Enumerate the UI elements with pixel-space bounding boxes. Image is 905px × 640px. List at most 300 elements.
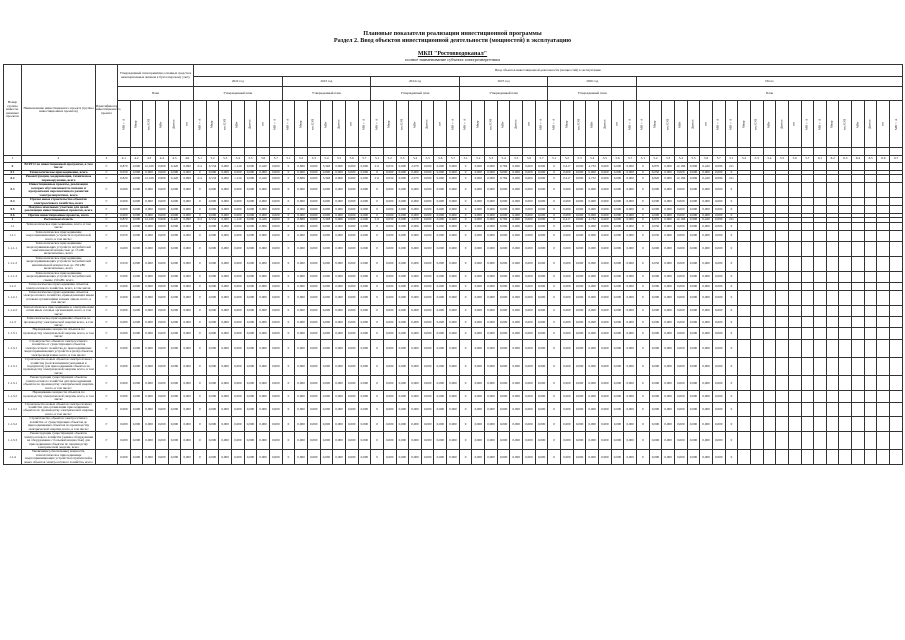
row-value: 0,000	[345, 376, 358, 391]
row-value: 0,000	[510, 450, 523, 465]
row-value: 0,000	[396, 417, 409, 432]
row-value: 0,000	[599, 358, 612, 376]
row-value: 0,000	[523, 450, 536, 465]
row-value: 0,000	[257, 256, 270, 271]
row-value: 0	[725, 213, 738, 217]
row-id: Г	[96, 183, 118, 198]
row-value: 0,000	[257, 417, 270, 432]
row-value: 0,000	[409, 376, 422, 391]
row-value: 0,000	[421, 170, 434, 174]
row-value: 6,870	[118, 218, 131, 222]
row-value: 0,906	[687, 218, 700, 222]
row-value: 0	[459, 271, 472, 282]
row-value	[864, 328, 877, 339]
row-value: 0,000	[231, 290, 244, 305]
row-value: 0,000	[206, 256, 219, 271]
row-value	[776, 358, 789, 376]
row-value: 0,000	[611, 391, 624, 402]
row-value: 0,000	[586, 170, 599, 174]
row-value: 0,000	[396, 230, 409, 241]
row-value	[763, 175, 776, 183]
header-utv-plan: Утвержденный план	[371, 87, 460, 101]
row-value: 0,000	[130, 432, 143, 450]
row-value: 0	[459, 163, 472, 171]
row-value: 0,000	[219, 432, 232, 450]
row-value: 0,000	[535, 317, 548, 328]
row-value: 0,000	[586, 391, 599, 402]
row-value	[852, 183, 865, 198]
column-number: 5.5	[510, 156, 523, 163]
table-row	[4, 432, 903, 450]
row-value: 0,784	[497, 218, 510, 222]
row-value: 0,000	[561, 432, 574, 450]
header-metric: км ЛЭП	[143, 101, 156, 148]
row-value: 0,000	[535, 432, 548, 450]
row-value: 0,000	[561, 283, 574, 291]
row-value: 0,000	[561, 213, 574, 217]
row-value	[852, 242, 865, 257]
column-number: 5.1	[194, 156, 207, 163]
row-value: 0,000	[269, 328, 282, 339]
row-value: 0,000	[345, 198, 358, 206]
row-value: 0,000	[700, 198, 713, 206]
row-value: 0,000	[181, 402, 194, 417]
row-value: 0,000	[396, 328, 409, 339]
row-value: 0,000	[143, 283, 156, 291]
row-value: 0,000	[244, 283, 257, 291]
row-value: 0	[459, 183, 472, 198]
row-value: 0	[636, 417, 649, 432]
row-value: 0,000	[523, 242, 536, 257]
row-value: 0,000	[206, 450, 219, 465]
row-value: 0,000	[700, 290, 713, 305]
row-value: 0,000	[712, 205, 725, 213]
row-value: 0,000	[168, 271, 181, 282]
row-value	[763, 230, 776, 241]
row-value	[877, 317, 890, 328]
table-row	[4, 391, 903, 402]
row-value: 0,000	[535, 230, 548, 241]
row-value: 0,000	[269, 218, 282, 222]
row-value: 0	[371, 290, 384, 305]
row-value: 0,000	[510, 205, 523, 213]
row-value: 0,000	[345, 339, 358, 357]
row-value: 0,000	[497, 271, 510, 282]
row-value: 0,000	[712, 376, 725, 391]
row-value: 0,000	[599, 376, 612, 391]
row-value: 0,000	[573, 256, 586, 271]
row-value: 0,000	[269, 271, 282, 282]
row-value: 0,000	[295, 339, 308, 357]
row-value: 0,000	[421, 328, 434, 339]
row-value: 0	[636, 290, 649, 305]
row-value: 0,000	[307, 339, 320, 357]
row-value: 0,000	[295, 230, 308, 241]
row-value: 0,000	[295, 432, 308, 450]
row-value: 12,166	[143, 163, 156, 171]
row-name: Прочие инвестиционные проекты, всего	[22, 213, 96, 217]
row-value	[864, 163, 877, 171]
row-value: 0,000	[649, 391, 662, 402]
row-value: 0,000	[333, 376, 346, 391]
row-value: 0,000	[447, 175, 460, 183]
row-value: 0,000	[358, 222, 371, 230]
row-value: 0,000	[118, 213, 131, 217]
row-value	[814, 432, 827, 450]
row-id: Г	[96, 242, 118, 257]
row-value: 0,000	[535, 222, 548, 230]
row-value: 0,000	[333, 328, 346, 339]
header-spacer	[358, 148, 371, 156]
row-name: Строительство объектов электросетевого хозяйства от существующих объектов до присоединяемых объектов по производству электрической энергии, всего, в том числе:	[22, 417, 96, 432]
row-value: 0,000	[333, 183, 346, 198]
row-value: 0,000	[535, 183, 548, 198]
row-value: 0,000	[244, 402, 257, 417]
row-id: Г	[96, 417, 118, 432]
row-value: 0,000	[662, 163, 675, 171]
row-value: 0,000	[168, 450, 181, 465]
row-value: 0	[459, 391, 472, 402]
header-metric: шт	[611, 101, 624, 148]
header-metric: км ЛЭП	[839, 101, 852, 148]
row-group: 0.5	[4, 205, 22, 213]
row-value: 0,000	[244, 205, 257, 213]
header-metric: Другое	[599, 101, 612, 148]
row-value: 0,000	[573, 339, 586, 357]
row-value: 0	[548, 198, 561, 206]
row-value: 0,000	[421, 163, 434, 171]
row-value: 0,784	[497, 163, 510, 171]
row-value: 0	[725, 391, 738, 402]
row-value: 0,420	[700, 218, 713, 222]
row-value: 0,000	[118, 305, 131, 316]
row-value: 0,000	[345, 163, 358, 171]
header-plan: План	[118, 87, 194, 101]
row-value: 0,000	[611, 283, 624, 291]
row-value: 0,000	[307, 222, 320, 230]
row-value: 0	[282, 376, 295, 391]
row-value: 0	[459, 242, 472, 257]
row-value: 0,000	[523, 305, 536, 316]
row-value: 0,000	[447, 183, 460, 198]
row-value: 0,000	[523, 376, 536, 391]
row-value: 0,000	[662, 317, 675, 328]
row-value: 0,000	[712, 417, 725, 432]
row-value: 0	[371, 376, 384, 391]
row-value: 0,000	[307, 205, 320, 213]
row-value: 0	[371, 256, 384, 271]
row-value: 0,000	[118, 339, 131, 357]
row-value: 0,000	[143, 432, 156, 450]
row-value	[776, 163, 789, 171]
row-value: 0,000	[358, 205, 371, 213]
row-value: 0,000	[523, 317, 536, 328]
row-value: 0,000	[244, 376, 257, 391]
row-value: 0,000	[244, 328, 257, 339]
row-value: 0	[194, 230, 207, 241]
row-value: 0,000	[155, 290, 168, 305]
row-id: Г	[96, 218, 118, 222]
row-value: 0,000	[611, 175, 624, 183]
row-value: 0,000	[561, 271, 574, 282]
row-value: 0,000	[409, 283, 422, 291]
row-value: 0,000	[219, 218, 232, 222]
row-value	[839, 242, 852, 257]
row-value: 0,000	[611, 271, 624, 282]
row-id: Г	[96, 290, 118, 305]
row-value: 0,000	[421, 256, 434, 271]
row-value	[750, 242, 763, 257]
row-value	[839, 339, 852, 357]
row-value	[864, 290, 877, 305]
header-metric: МВ×А	[548, 101, 561, 148]
row-value: 0,000	[573, 402, 586, 417]
header-year: Итого	[636, 77, 902, 87]
row-value	[801, 163, 814, 171]
row-value: 0	[194, 213, 207, 217]
row-value: 0,000	[231, 222, 244, 230]
row-value: 0,000	[561, 222, 574, 230]
row-value	[776, 230, 789, 241]
header-spacer	[801, 148, 814, 156]
row-value: 0,000	[396, 271, 409, 282]
row-group: 1.1.3.2	[4, 417, 22, 432]
row-value: 0,000	[206, 183, 219, 198]
row-value	[864, 256, 877, 271]
row-value: 0,000	[396, 198, 409, 206]
row-value: 0,000	[599, 242, 612, 257]
row-value: 0,000	[320, 328, 333, 339]
row-value: 0,000	[409, 230, 422, 241]
table-row	[4, 290, 903, 305]
row-value: 0,000	[421, 183, 434, 198]
row-value	[788, 283, 801, 291]
row-value: 0,784	[497, 175, 510, 183]
row-value: 1,120	[231, 175, 244, 183]
row-value	[763, 402, 776, 417]
row-id: Г	[96, 213, 118, 217]
row-id: Г	[96, 305, 118, 316]
row-group: 1.1	[4, 222, 22, 230]
row-value: 0,000	[700, 402, 713, 417]
row-group: 1.1.2	[4, 283, 22, 291]
row-value	[801, 198, 814, 206]
row-value: 0,000	[409, 432, 422, 450]
row-value	[776, 391, 789, 402]
row-id: Г	[96, 328, 118, 339]
row-value: 0,000	[586, 183, 599, 198]
header-year: 2025 год	[459, 77, 548, 87]
row-value: 0,000	[130, 305, 143, 316]
row-value: 0,000	[383, 256, 396, 271]
row-value	[852, 163, 865, 171]
row-value: 0,000	[712, 391, 725, 402]
row-value	[788, 339, 801, 357]
row-value: 0,000	[168, 290, 181, 305]
row-value: 1,120	[231, 163, 244, 171]
row-value: 0,000	[345, 358, 358, 376]
row-value: 0,000	[472, 218, 485, 222]
row-group: 1.1.2.1	[4, 290, 22, 305]
row-value	[788, 242, 801, 257]
row-value: 0,000	[611, 170, 624, 174]
column-number: 5.1	[548, 156, 561, 163]
row-value: 0,000	[345, 230, 358, 241]
row-value	[788, 198, 801, 206]
row-value: 0,000	[700, 213, 713, 217]
row-value: 0,000	[257, 391, 270, 402]
row-value: 0,000	[573, 432, 586, 450]
column-number: 5.2	[738, 156, 751, 163]
row-value: 0,000	[586, 358, 599, 376]
row-value	[890, 358, 903, 376]
header-spacer	[269, 148, 282, 156]
header-metric: Мвар	[826, 101, 839, 148]
row-value: 0,000	[599, 213, 612, 217]
row-value: 0	[548, 417, 561, 432]
row-value: 0,000	[535, 205, 548, 213]
row-value: 0,000	[649, 242, 662, 257]
row-value: 0,000	[307, 391, 320, 402]
header-spacer	[839, 148, 852, 156]
row-value	[864, 205, 877, 213]
row-value: 0,000	[307, 328, 320, 339]
row-value: 0,420	[257, 163, 270, 171]
header-group: Номер группы инвести-ционных проектов	[4, 65, 22, 156]
header-year: 2026 год	[548, 77, 637, 87]
row-value: 0,000	[573, 317, 586, 328]
header-spacer	[143, 148, 156, 156]
row-value: 0	[459, 290, 472, 305]
column-number: 5.1	[282, 156, 295, 163]
row-value	[814, 230, 827, 241]
header-summary: Утвержденный план принятия основных средств и нематериальных активов к бухгалтерскому учету	[118, 65, 194, 87]
header-spacer	[130, 148, 143, 156]
row-value: 0,000	[307, 450, 320, 465]
row-value: 0	[282, 183, 295, 198]
row-value: 0,000	[409, 358, 422, 376]
row-value: 0,000	[383, 290, 396, 305]
row-value: 0,000	[561, 170, 574, 174]
column-number: 5.7	[358, 156, 371, 163]
row-value: 0	[548, 222, 561, 230]
row-value	[864, 271, 877, 282]
row-value: 0,000	[155, 230, 168, 241]
row-value: 0	[459, 317, 472, 328]
row-value: 0,906	[155, 175, 168, 183]
row-value	[890, 271, 903, 282]
header-spacer	[459, 148, 472, 156]
row-value: 0,000	[118, 205, 131, 213]
row-value: 0,000	[485, 163, 498, 171]
row-value: 0,000	[472, 450, 485, 465]
row-value: 0,000	[333, 213, 346, 217]
row-value: 0,000	[168, 358, 181, 376]
row-value: 0,000	[118, 450, 131, 465]
row-value: 0,000	[662, 170, 675, 174]
row-value: 0,000	[510, 358, 523, 376]
header-spacer	[447, 148, 460, 156]
row-value	[763, 290, 776, 305]
row-value: 0,000	[687, 271, 700, 282]
row-value: 0,000	[510, 213, 523, 217]
header-metric: км ЛЭП	[485, 101, 498, 148]
row-value: 0,050	[383, 218, 396, 222]
row-value	[864, 283, 877, 291]
row-value: 0,000	[396, 175, 409, 183]
row-value: 0,000	[447, 358, 460, 376]
row-value: 0,000	[295, 317, 308, 328]
row-value	[890, 339, 903, 357]
row-value: 0,000	[649, 432, 662, 450]
row-value	[839, 328, 852, 339]
row-value: 0	[636, 283, 649, 291]
row-value: 0,000	[510, 271, 523, 282]
row-value: 0,000	[472, 290, 485, 305]
row-value: 0,000	[307, 271, 320, 282]
header-metric: МВ×А	[447, 101, 460, 148]
row-value: 0,000	[345, 432, 358, 450]
row-value: 0,000	[510, 417, 523, 432]
header-metric: МВ×А	[814, 101, 827, 148]
header-spacer	[231, 148, 244, 156]
header-spacer	[890, 148, 903, 156]
row-value: 0,000	[472, 242, 485, 257]
row-value: 0,000	[409, 328, 422, 339]
row-value: 0,000	[611, 222, 624, 230]
row-value: 0,000	[523, 170, 536, 174]
row-value: 0,000	[624, 183, 637, 198]
row-name: Технологическое присоединение объектов электросетевого хозяйства, принадлежащих иным сетевым организациям и иным лицам, всего, в том числе:	[23, 289, 94, 305]
row-value: 0,000	[118, 317, 131, 328]
row-value: 0	[282, 339, 295, 357]
row-value	[890, 175, 903, 183]
row-value	[814, 222, 827, 230]
row-value: 0,000	[320, 213, 333, 217]
row-value: 0,906	[333, 175, 346, 183]
row-value: 0	[725, 271, 738, 282]
header-spacer	[333, 148, 346, 156]
row-group: 0	[4, 163, 22, 171]
row-value: 0,000	[434, 271, 447, 282]
row-value: 0,000	[219, 305, 232, 316]
row-value: 0	[725, 432, 738, 450]
row-value: 0,000	[497, 339, 510, 357]
row-value: 0,000	[434, 163, 447, 171]
row-value: 0,000	[674, 183, 687, 198]
row-value: 0,000	[573, 450, 586, 465]
column-number: 5.1	[371, 156, 384, 163]
row-value: 0,000	[396, 256, 409, 271]
row-value: 0,000	[409, 391, 422, 402]
row-name: Наращивание мощности объектов по производству электрической энергии, всего, в том числе:	[23, 327, 94, 339]
row-value: 0,000	[269, 450, 282, 465]
row-value: 0,000	[649, 417, 662, 432]
row-value	[826, 391, 839, 402]
row-value: 0,906	[333, 163, 346, 171]
row-value: 0,000	[231, 205, 244, 213]
row-value: 0,000	[143, 358, 156, 376]
row-value: 0,000	[447, 305, 460, 316]
row-value: 0	[459, 358, 472, 376]
row-value: 0,000	[611, 317, 624, 328]
row-value: 0,000	[535, 218, 548, 222]
row-value: 0,000	[383, 317, 396, 328]
row-value	[877, 305, 890, 316]
row-value: 0,000	[447, 283, 460, 291]
row-value: 0,000	[396, 222, 409, 230]
row-value: 0,000	[358, 242, 371, 257]
